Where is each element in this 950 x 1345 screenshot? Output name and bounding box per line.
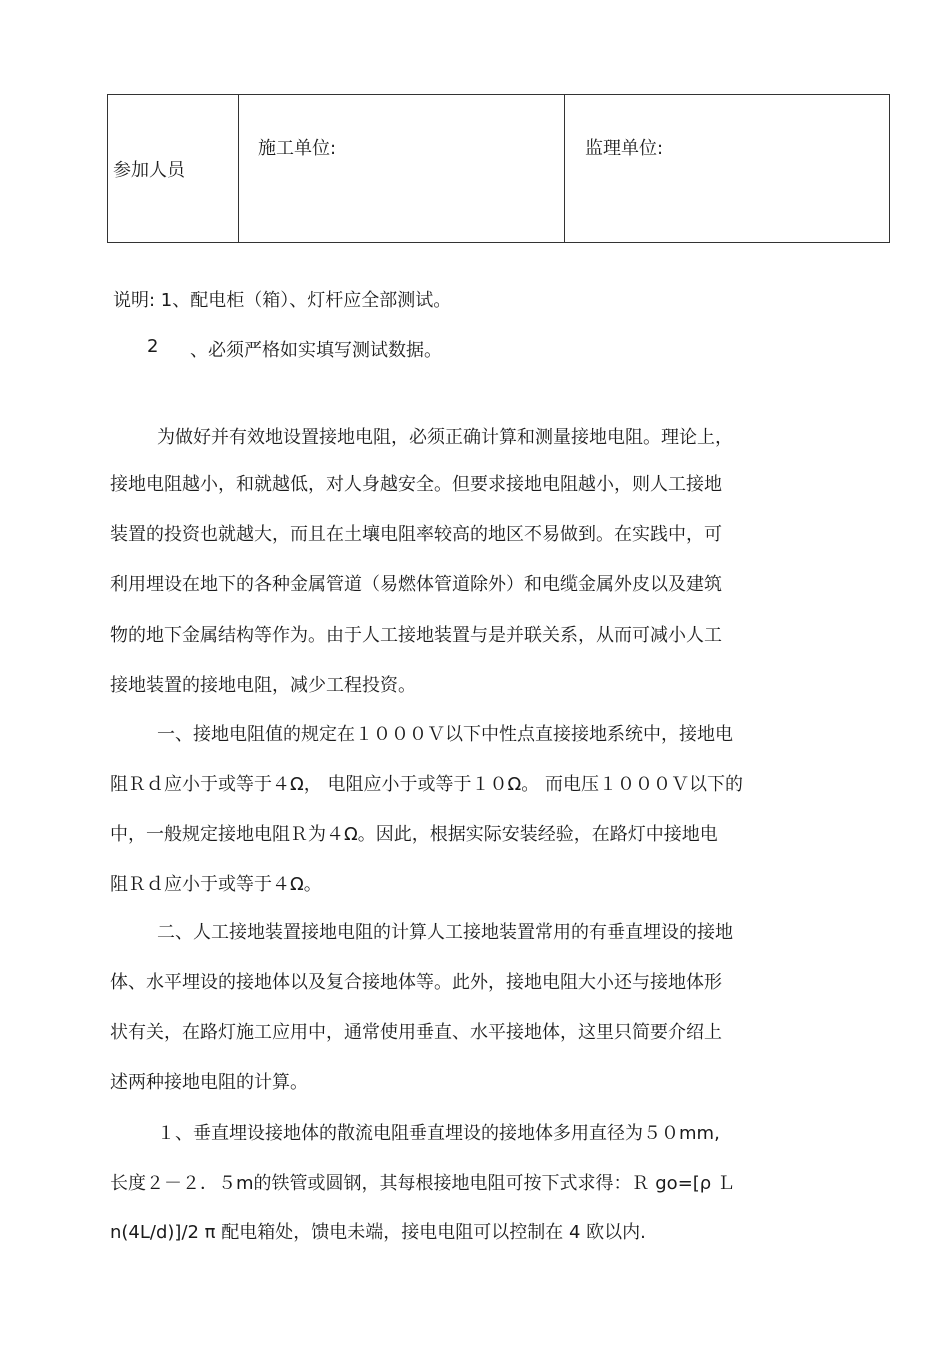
subsection-heading-1: １、垂直埋设接地体的散流电阻垂直埋设的接地体多用直径为５０mm, bbox=[157, 1123, 720, 1144]
participants-label: 参加人员 bbox=[113, 160, 185, 181]
section-heading-2: 二、人工接地装置接地电阻的计算人工接地装置常用的有垂直埋设的接地 bbox=[157, 922, 733, 943]
body-line: 阻Ｒｄ应小于或等于４Ω。 bbox=[110, 874, 322, 895]
body-line: 为做好并有效地设置接地电阻，必须正确计算和测量接地电阻。理论上， bbox=[157, 427, 733, 448]
signature-table bbox=[107, 94, 890, 243]
supervision-unit-cell bbox=[565, 95, 889, 242]
body-line: 接地电阻越小，和就越低，对人身越安全。但要求接地电阻越小，则人工接地 bbox=[110, 474, 722, 495]
body-line: 利用埋设在地下的各种金属管道（易燃体管道除外）和电缆金属外皮以及建筑 bbox=[110, 574, 722, 595]
body-line: 中，一般规定接地电阻Ｒ为４Ω。因此，根据实际安装经验，在路灯中接地电 bbox=[110, 824, 718, 845]
note-number-2: 2 bbox=[147, 336, 159, 357]
supervision-unit-label: 监理单位: bbox=[585, 138, 664, 159]
note-line-1: 说明: 1、配电柜（箱）、灯杆应全部测试。 bbox=[113, 290, 452, 311]
body-line: 阻Ｒｄ应小于或等于４Ω， 电阻应小于或等于１０Ω。 而电压１０００Ｖ以下的 bbox=[110, 774, 743, 795]
body-line: 装置的投资也就越大，而且在土壤电阻率较高的地区不易做到。在实践中，可 bbox=[110, 524, 722, 545]
body-line: 述两种接地电阻的计算。 bbox=[110, 1072, 308, 1093]
construction-unit-label: 施工单位: bbox=[258, 138, 337, 159]
formula-line: 长度２－２．５m的铁管或圆钢，其每根接地电阻可按下式求得：Ｒ go=[ρ Ｌ bbox=[110, 1173, 735, 1194]
note-line-2: 、必须严格如实填写测试数据。 bbox=[190, 340, 442, 361]
participants-cell bbox=[108, 95, 239, 242]
body-line: 状有关，在路灯施工应用中，通常使用垂直、水平接地体，这里只简要介绍上 bbox=[110, 1022, 722, 1043]
body-line: 物的地下金属结构等作为。由于人工接地装置与是并联关系，从而可减小人工 bbox=[110, 625, 722, 646]
body-line: 接地装置的接地电阻，减少工程投资。 bbox=[110, 675, 416, 696]
section-heading-1: 一、接地电阻值的规定在１０００Ｖ以下中性点直接接地系统中，接地电 bbox=[157, 724, 733, 745]
body-line: 体、水平埋设的接地体以及复合接地体等。此外，接地电阻大小还与接地体形 bbox=[110, 972, 722, 993]
construction-unit-cell bbox=[239, 95, 565, 242]
formula-line: n(4L/d)]/2 π 配电箱处，馈电未端，接电电阻可以控制在 4 欧以内. bbox=[110, 1222, 646, 1243]
